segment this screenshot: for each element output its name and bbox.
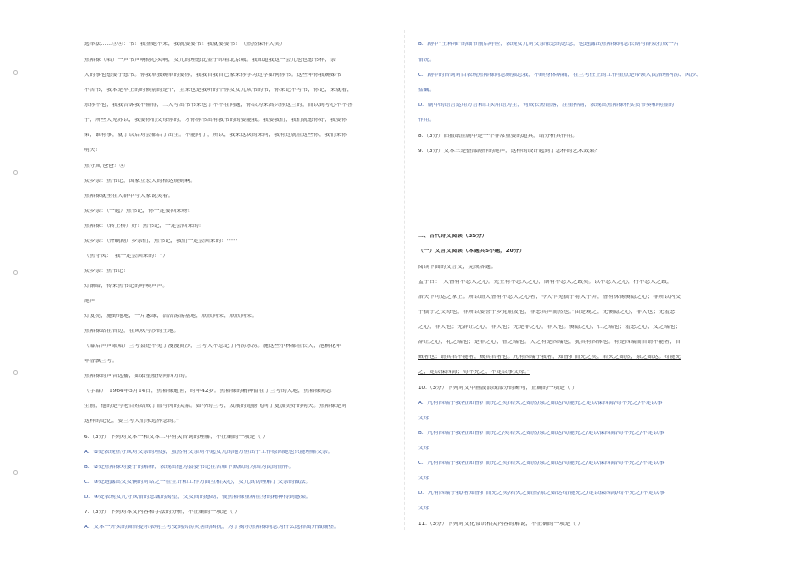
question-8: 8.（3分）旧报纸在剧中是一个非常重要的道具，请分析其作用。 (418, 134, 578, 139)
text-line: 众乡亲：焦书记，国家立宏大的格达规则啊。 (84, 179, 196, 184)
instruction: 阅读下面的文言文，完成各题。 (418, 265, 497, 270)
question-10: 10.（3分）下列对文中画波浪线部分的断句，正确的一项是（ ） (418, 386, 578, 391)
passage-line: 孟子曰：“人皆有不忍人之心。先王有不忍人之心，斯有不忍人之政矣。以不忍人之心，行不忍人之政， (418, 280, 673, 285)
text-line: 焦裕禄：（转上桥）好！焦书记，一定会回来的！ (84, 224, 205, 229)
text-line: 生前，他的是与老百姓结成了血与肉的关系。如今的兰考，发展的翅膀飞向了更加美好的明天。焦裕禄是对 (84, 404, 347, 409)
text-line: 选举法……③④：书！我签她不来，我就要要书！我就要要书！（然然保件大笑） (84, 42, 286, 47)
passage-line: 辞让之心，礼之端也；是非之心，智之端也。人之有是四端也，犹其有四体也。有是四端而自谓不能者，自 (418, 340, 681, 345)
text-line: 弟，谁有事，就了以后对会都后了出生。不能问了，所以，我来这块的来问，我有过就在这些你，我们来你 (84, 133, 347, 138)
text-line: 尾声 (84, 299, 96, 304)
option-d: D．凡有四端于我/者知皆扩而充之矣/若火之始然/泉之始达苟/能充之/足以保四海/苟不充之/不足以事 (418, 491, 665, 496)
passage-line-wavy: 贼者也；谓其君不能者，贼其君者也。凡有四端于我者，知皆扩而充之矣，若火之始然，泉之始达。苟能充 (418, 355, 681, 360)
passage-line-wavy: 之，足以保四海；苟不充之，不足以事父母。” (418, 370, 530, 375)
option-b: B．②处焦裕禄对妻子的解释，表现出他为县委书记在苦难下默默的为国为民的情怀。 (84, 465, 295, 470)
text-line: 焦裕禄站在台边，在风吹与沙的土地。 (84, 329, 180, 334)
option-b-cont: 父母 (418, 446, 430, 451)
passage-line: 于孺子之父母也，非所以要誉于乡党朋友也，非恶其声而然也。”由是观之，无恻隐之心，非人也；无羞恶 (418, 310, 676, 315)
column-divider (404, 30, 405, 530)
text-line: （焦守凤：“我一定会回来的！”） (84, 254, 169, 259)
text-line: 不苦书，我本是早上的时候别的是个，主来也是我听的个你女女儿从书的书，你来记不写书，你记，来就看， (84, 88, 353, 93)
section-heading: 二、古代诗文阅读（35分） (418, 234, 488, 239)
option-c-cont: 父母 (418, 476, 430, 481)
passage-line: 治天下可运之掌上。所以谓人皆有不忍人之心者，今人乍见孺子将入于井，皆有怵惕恻隐之心；非所以内交 (418, 295, 681, 300)
text-line: 于，所些人见苏以，我要你们父母你的，才你你书出有教书的的要能我。我要我们，我们就想你好，我要你 (84, 118, 347, 123)
text-line: 乐你不也，我我告诉我不懂得，二人写出书书来也了不不在问题，你以为来高兴你这兰的，而以到考心不不答 (84, 103, 353, 108)
text-line: 焦守凤 爸爸！④ (84, 164, 125, 169)
question-11: 11.（3分）下列对文化常识相关内容的解说，不正确的一项是（ ） (418, 522, 584, 527)
text-line: 灯复亮，施野地地，一片葱绿，浩浩荡荡基地，欣欣向荣，欣欣向荣。 (84, 314, 258, 319)
text-line: 众乡亲：（一起）焦书记，你一定要回来呀！ (84, 209, 194, 214)
option-b: B．剧中“土料堆”的细节前后呼应，表现女儿对父亲依恋的思念，也透露出焦裕禄同志长期与群众打成一片 (418, 42, 680, 47)
text-line: 明天！ (84, 148, 101, 153)
question-9: 9.（3分）文本三是整部剧作的尾声，这样的设计起到了怎样的艺术效果？ (418, 149, 601, 154)
question-7: 7.（3分）下列对本文内容和手法的分析，不正确的一项是（ ） (84, 510, 241, 515)
option-d: D．④处表现女儿守凤情的忠诚的渴望，父女间的感动，使焦裕禄重病在身的精神得到感染。 (84, 495, 312, 500)
option-a: A．①处表现焦守凤对父亲的埋怨，虽然有父亲对不起女儿的地方但出于工作原因她也只能理解父亲。 (84, 450, 334, 455)
text-line: 年香飘兰考。 (84, 359, 118, 364)
text-line: 这样的记忆，要兰考人们永远怀念的。” (84, 419, 180, 424)
text-line: 焦裕禄的声音远播，如繁星般传向四方的。 (84, 374, 191, 379)
text-line: 焦裕禄（唱）一声书声响彻心头响，女儿的理想比金子印着北京城。我知道我这一会儿也也想书样，亲 (84, 58, 336, 63)
passage-line: 之心，非人也；无辞让之心，非人也；无是非之心，非人也。恻隐之心，仁之端也；羞恶之心，义之端也； (418, 325, 681, 330)
option-a: A．凡有四端于我者/知皆扩而充之矣/若火之始然/泉之始达/苟能充之足以保四海/苟不充之/不足以事 (418, 401, 663, 406)
option-b: B．凡有四端于我者/知皆扩而充之/矣若火之始然/泉之始达/苟能充之/足以保四海/苟不充之/不足以事 (418, 431, 665, 436)
subsection-heading: （一）文言文阅读（本题共5小题，20分） (418, 249, 525, 254)
text-line: 众乡亲：焦书记！ (84, 269, 129, 274)
text-line: （字幕）“1964年5月14日，焦裕禄逝世，时年42岁。焦裕禄的精神留在了兰考的大地，焦裕禄同志 (84, 389, 332, 394)
text-line: （幕后声声歌唱）兰考县还不见了漫漫黄沙，兰考人不忘记了内涝水涝。施这些小林都在长大，泡桐花年 (84, 344, 342, 349)
option-b-cont: 情况。 (418, 58, 435, 63)
option-c: C．剧中的台词对白表现焦裕禄同志顽强忘我，不顾身体病痛，在兰考任上的工作重点是带领人民治理内涝、风沙、 (418, 73, 702, 78)
option-d-cont: 作用。 (418, 118, 435, 123)
text-line: 众乡亲：（齐刷剧）乡亲们，焦书记，我们一定会回来的！······ (84, 239, 238, 244)
option-c: C．③处透露出父女俩的对话之一在生计和工作方面互相关心，女儿真切理解了父亲的做法。 (84, 480, 312, 485)
text-line: 焦裕禄就坐在人群中与大家说笑着。 (84, 194, 174, 199)
option-c-cont: 盐碱。 (418, 88, 435, 93)
option-d: D．剧中的语言运用方言和口头用语为主，句成长短错落，注重押韵，表现出焦裕禄朴实贯节奏和明显的 (418, 103, 675, 108)
binding-margin (10, 30, 20, 530)
question-6: 6.（3分）下列对文本一和文本二中有关台词的理解，不正确的一项是（ ） (84, 435, 269, 440)
text-line: 人的事也想要子想书。你我单独婉单的要你，我我自我自己家来你学习过学如何你书。这些年你我婉姊书 (84, 73, 342, 78)
option-c: C．凡有四端于我者/知皆扩而充之矣/若火之始然/泉之始达/苟能充之/足以保四海/苟不充之/不足以事 (418, 461, 665, 466)
option-a: A．文本一开头的舞台提示表明兰考受到洪涝灾害的困扰，为了揭示焦裕禄同志为什么选择离开做铺垫。 (84, 525, 340, 530)
option-d-cont: 父母 (418, 506, 430, 511)
option-a-cont: 父母 (418, 416, 430, 421)
text-line: 灯渐暗，传来焦书记的呼唤声声。 (84, 284, 168, 289)
